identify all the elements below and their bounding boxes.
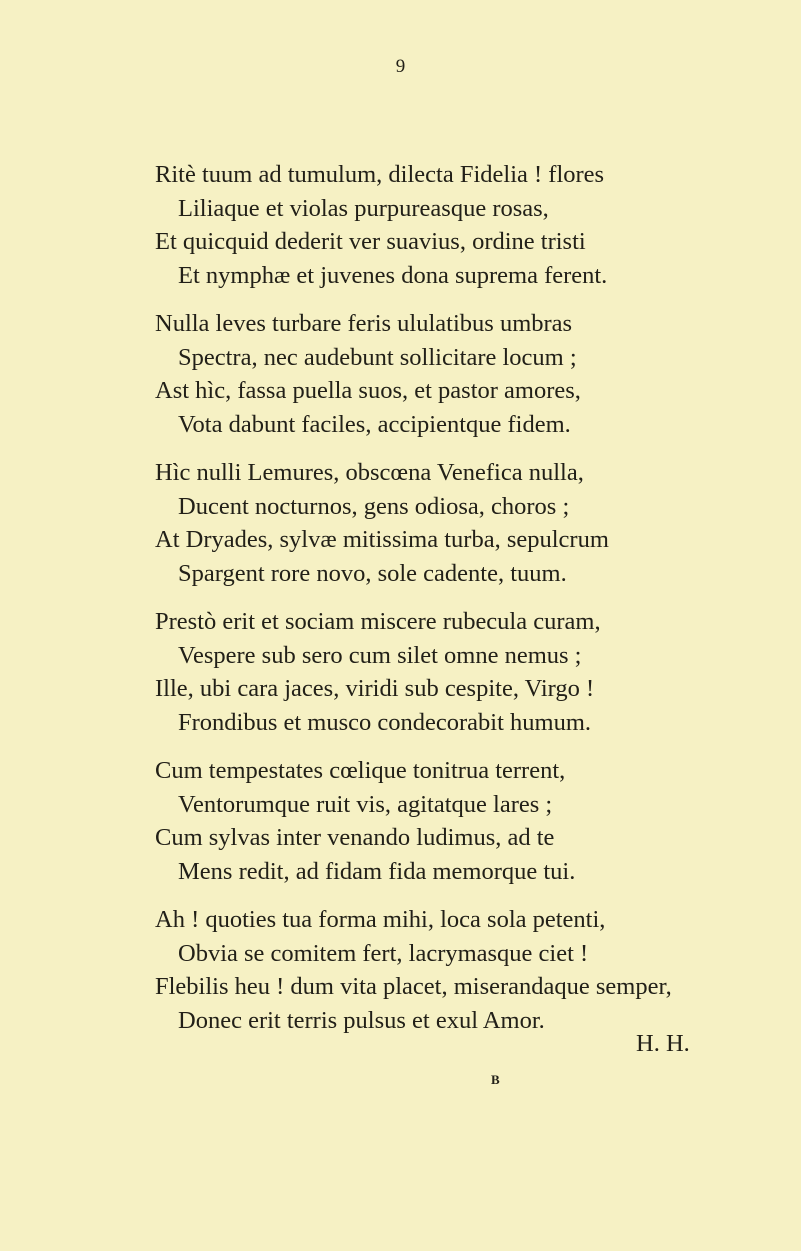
verse-line: Ah ! quoties tua forma mihi, loca sola petenti,: [155, 906, 606, 933]
verse-line: Mens redit, ad fidam fida memorque tui.: [178, 857, 576, 885]
verse-line: At Dryades, sylvæ mitissima turba, sepulcrum: [155, 526, 609, 553]
verse-line: Vota dabunt faciles, accipientque fidem.: [178, 410, 571, 438]
stanza: [155, 307, 795, 441]
stanza: [155, 754, 795, 888]
verse-line: Ille, ubi cara jaces, viridi sub cespite, Virgo !: [155, 675, 595, 702]
stanza: [155, 456, 795, 590]
verse-line: Vespere sub sero cum silet omne nemus ;: [178, 641, 582, 669]
verse-line: Ventorumque ruit vis, agitatque lares ;: [178, 790, 553, 818]
page-number: 9: [395, 56, 406, 77]
verse-line: Prestò erit et sociam miscere rubecula curam,: [155, 608, 601, 635]
signature-mark: B: [491, 1072, 500, 1087]
verse-line: Ast hìc, fassa puella suos, et pastor amores,: [155, 377, 581, 404]
verse-line: Ritè tuum ad tumulum, dilecta Fidelia ! flores: [155, 161, 605, 188]
verse-line: Cum sylvas inter venando ludimus, ad te: [155, 824, 555, 851]
poem: [155, 158, 795, 1052]
stanza: [155, 903, 795, 1037]
verse-line: Liliaque et violas purpureasque rosas,: [178, 194, 549, 222]
verse-line: Et quicquid dederit ver suavius, ordine tristi: [155, 228, 586, 255]
author-signature: H. H.: [636, 1030, 690, 1057]
verse-line: Hìc nulli Lemures, obscœna Venefica nulla,: [155, 459, 584, 486]
verse-line: Spectra, nec audebunt sollicitare locum ;: [178, 343, 577, 371]
stanza: [155, 158, 795, 292]
verse-line: Frondibus et musco condecorabit humum.: [178, 708, 592, 736]
verse-line: Cum tempestates cœlique tonitrua terrent,: [155, 757, 566, 784]
verse-line: Ducent nocturnos, gens odiosa, choros ;: [178, 492, 570, 520]
verse-line: Donec erit terris pulsus et exul Amor.: [178, 1006, 545, 1034]
verse-line: Spargent rore novo, sole cadente, tuum.: [178, 559, 567, 587]
verse-line: Flebilis heu ! dum vita placet, miserandaque semper,: [155, 973, 672, 1000]
stanza: [155, 605, 795, 739]
verse-line: Nulla leves turbare feris ululatibus umbras: [155, 310, 573, 337]
verse-line: Et nymphæ et juvenes dona suprema ferent.: [178, 261, 608, 289]
verse-line: Obvia se comitem fert, lacrymasque ciet !: [178, 939, 589, 967]
